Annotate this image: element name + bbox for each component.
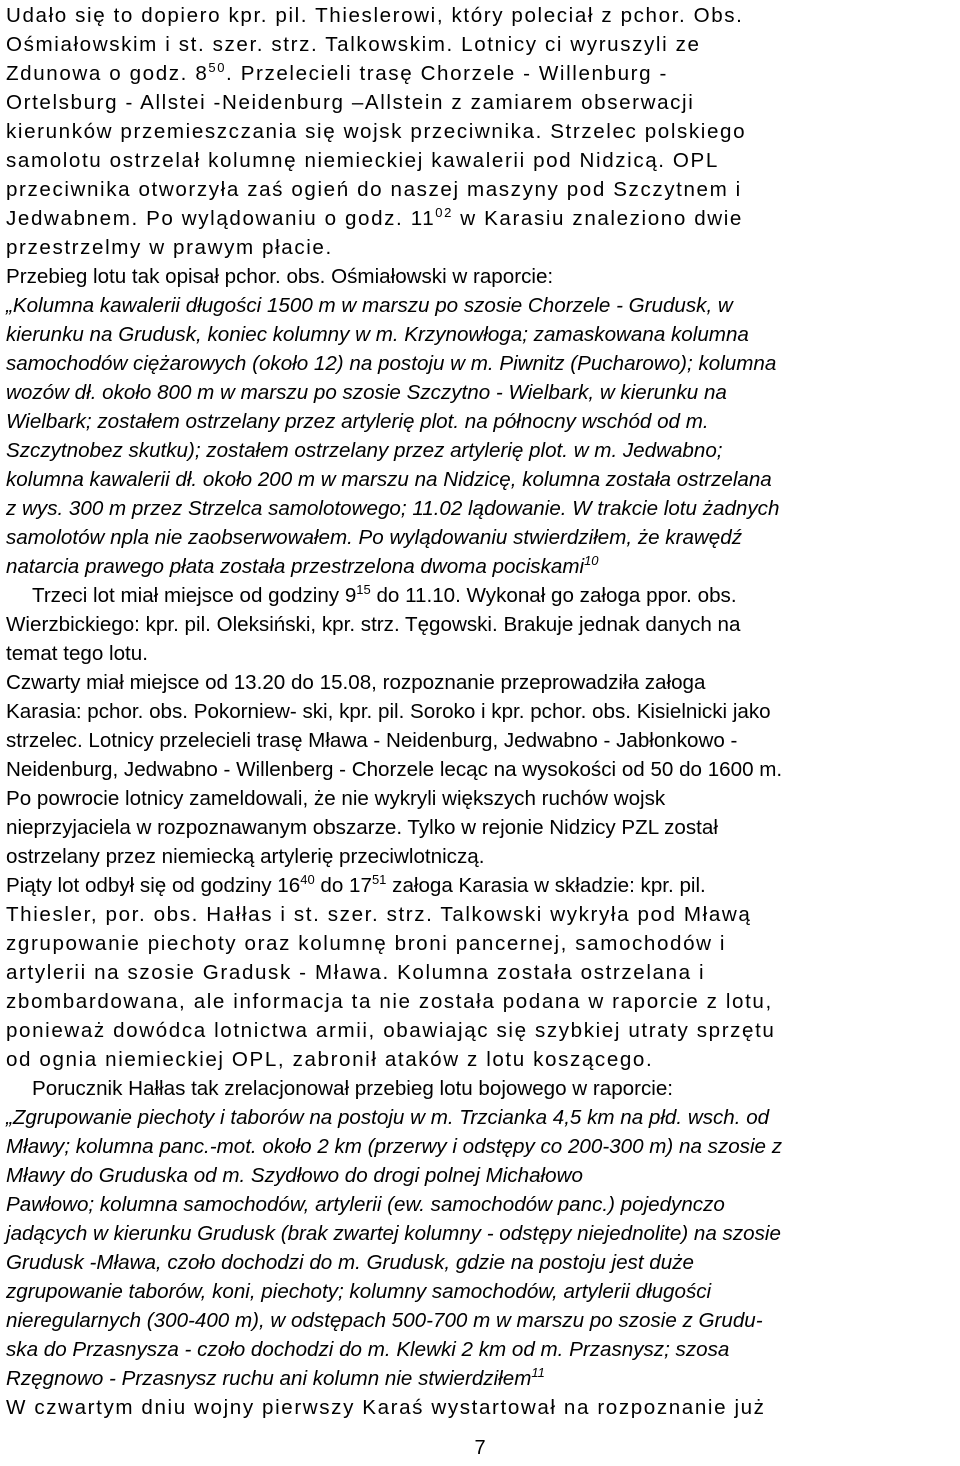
text-line: Ośmiałowskim i st. szer. strz. Talkowskim. Lotnicy ci wyruszyli ze xyxy=(6,33,701,56)
text-line: przestrzelmy w prawym płacie. xyxy=(6,236,333,259)
body-text xyxy=(6,1,954,1422)
text-line: Udało się to dopiero kpr. pil. Thieslerowi, który poleciał z pchor. Obs. xyxy=(6,4,744,27)
text-line: zgrupowanie piechoty oraz kolumnę broni pancernej, samochodów i xyxy=(6,932,727,955)
text-line: temat tego lotu. xyxy=(6,642,148,665)
text-line: samolotu ostrzelał kolumnę niemieckiej kawalerii pod Nidzicą. OPL xyxy=(6,149,719,172)
text-line: Ortelsburg - Allstei -Neidenburg –Allstein z zamiarem obserwacji xyxy=(6,91,695,114)
superscript-time: 51 xyxy=(371,872,387,887)
superscript-time: 15 xyxy=(356,582,371,597)
quote-line: Mławy; kolumna panc.-mot. około 2 km (przerwy i odstępy co 200-300 m) na szosie z xyxy=(6,1135,783,1158)
quote-line: Wielbark; zostałem ostrzelany przez artylerię plot. na północny wschód od m. xyxy=(6,410,709,433)
quote-line: kolumna kawalerii dł. około 200 m w marszu na Nidzicę, kolumna została ostrzelana xyxy=(6,468,772,491)
text-line: zbombardowana, ale informacja ta nie została podana w raporcie z lotu, xyxy=(6,990,773,1013)
quote-line: wozów dł. około 800 m w marszu po szosie Szczytno - Wielbark, w kierunku na xyxy=(6,381,727,404)
text-line: nieprzyjaciela w rozpoznawanym obszarze. Tylko w rejonie Nidzicy PZL został xyxy=(6,816,718,839)
quote-line: „Kolumna kawalerii długości 1500 m w marszu po szosie Chorzele - Grudusk, w xyxy=(6,294,733,317)
quote-line: zgrupowanie taborów, koni, piechoty; kolumny samochodów, artylerii długości xyxy=(6,1280,712,1303)
quote-line: samolotów npla nie zaobserwowałem. Po wylądowaniu stwierdziłem, że krawędź xyxy=(6,526,742,549)
text-line: Neidenburg, Jedwabno - Willenberg - Chorzele lecąc na wysokości od 50 do 1600 m. xyxy=(6,758,783,781)
text-line: ponieważ dowódca lotnictwa armii, obawiając się szybkiej utraty sprzętu xyxy=(6,1019,776,1042)
text-line: Piąty lot odbył się od godziny $16^{40}$ do $17^{51}$ załoga Karasia w składzie: kpr. pil. xyxy=(6,872,706,897)
text-line: ostrzelany przez niemiecką artylerię przeciwlotniczą. xyxy=(6,845,485,868)
quote-line: „Zgrupowanie piechoty i taborów na postoju w m. Trzcianka 4,5 km na płd. wsch. od xyxy=(6,1106,770,1129)
quote-line: Rzęgnowo - Przasnysz ruchu ani kolumn nie stwierdziłem$^{11}$ xyxy=(6,1365,545,1390)
text-line: Jedwabnem. Po wylądowaniu o godz. $11^{02}$ w Karasiu znaleziono dwie xyxy=(6,205,743,230)
text-line: Trzeci lot miał miejsce od godziny $9^{15}$ do 11.10. Wykonał go załoga ppor. obs. xyxy=(32,582,737,607)
text-line: Przebieg lotu tak opisał pchor. obs. Ośmiałowski w raporcie: xyxy=(6,265,554,288)
text-line: Czwarty miał miejsce od 13.20 do 15.08, rozpoznanie przeprowadziła załoga xyxy=(6,671,706,694)
superscript-time: 40 xyxy=(300,872,315,887)
superscript-time: 02 xyxy=(435,205,453,220)
quote-line: Pawłowo; kolumna samochodów, artylerii (ew. samochodów panc.) pojedynczo xyxy=(6,1193,725,1216)
quote-line: natarcia prawego płata została przestrzelona dwoma pociskami$^{10}$ xyxy=(6,553,599,578)
text-line: Thiesler, por. obs. Hałłas i st. szer. strz. Talkowski wykryła pod Mławą xyxy=(6,903,752,926)
quote-line: ska do Przasnysza - czoło dochodzi do m. Klewki 2 km od m. Przasnysz; szosa xyxy=(6,1338,730,1361)
quote-line: Szczytnobez skutku); zostałem ostrzelany przez artylerię plot. w m. Jedwabno; xyxy=(6,439,723,462)
text-line: od ognia niemieckiej OPL, zabronił ataków z lotu koszącego. xyxy=(6,1048,654,1071)
text-line: Karasia: pchor. obs. Pokorniew- ski, kpr. pil. Soroko i kpr. pchor. obs. Kisielnicki jako xyxy=(6,700,771,723)
text-line: artylerii na szosie Gradusk - Mława. Kolumna została ostrzelana i xyxy=(6,961,706,984)
text-line: kierunków przemieszczania się wojsk przeciwnika. Strzelec polskiego xyxy=(6,120,747,143)
text-line: W czwartym dniu wojny pierwszy Karaś wystartował na rozpoznanie już xyxy=(6,1396,766,1419)
quote-line: Mławy do Gruduska od m. Szydłowo do drogi polnej Michałowo xyxy=(6,1164,583,1187)
superscript-time: 50 xyxy=(208,60,227,75)
quote-line: z wys. 300 m przez Strzelca samolotowego; 11.02 lądowanie. W trakcie lotu żadnych xyxy=(6,497,780,520)
footnote-ref: 10 xyxy=(584,553,599,568)
quote-line: nieregularnych (300-400 m), w odstępach 500-700 m w marszu po szosie z Grudu- xyxy=(6,1309,763,1332)
quote-line: kierunku na Grudusk, koniec kolumny w m. Krzynowłoga; zamaskowana kolumna xyxy=(6,323,749,346)
quote-line: samochodów ciężarowych (około 12) na postoju w m. Piwnitz (Pucharowo); kolumna xyxy=(6,352,777,375)
text-line: Wierzbickiego: kpr. pil. Oleksiński, kpr. strz. Tęgowski. Brakuje jednak danych na xyxy=(6,613,741,636)
quote-line: jadących w kierunku Grudusk (brak zwartej kolumny - odstępy niejednolite) na szosie xyxy=(6,1222,781,1245)
text-line: Zdunowa o godz. $8^{50}$. Przelecieli trasę Chorzele - Willenburg - xyxy=(6,60,668,85)
text-line: przeciwnika otworzyła zaś ogień do naszej maszyny pod Szczytnem i xyxy=(6,178,742,201)
page-number: 7 xyxy=(474,1437,486,1459)
text-line: strzelec. Lotnicy przelecieli trasę Mława - Neidenburg, Jedwabno - Jabłonkowo - xyxy=(6,729,738,752)
quote-line: Grudusk -Mława, czoło dochodzi do m. Grudusk, gdzie na postoju jest duże xyxy=(6,1251,694,1274)
footnote-ref: 11 xyxy=(531,1365,545,1380)
text-line: Porucznik Hałłas tak zrelacjonował przebieg lotu bojowego w raporcie: xyxy=(32,1077,674,1100)
text-line: Po powrocie lotnicy zameldowali, że nie wykryli większych ruchów wojsk xyxy=(6,787,666,810)
